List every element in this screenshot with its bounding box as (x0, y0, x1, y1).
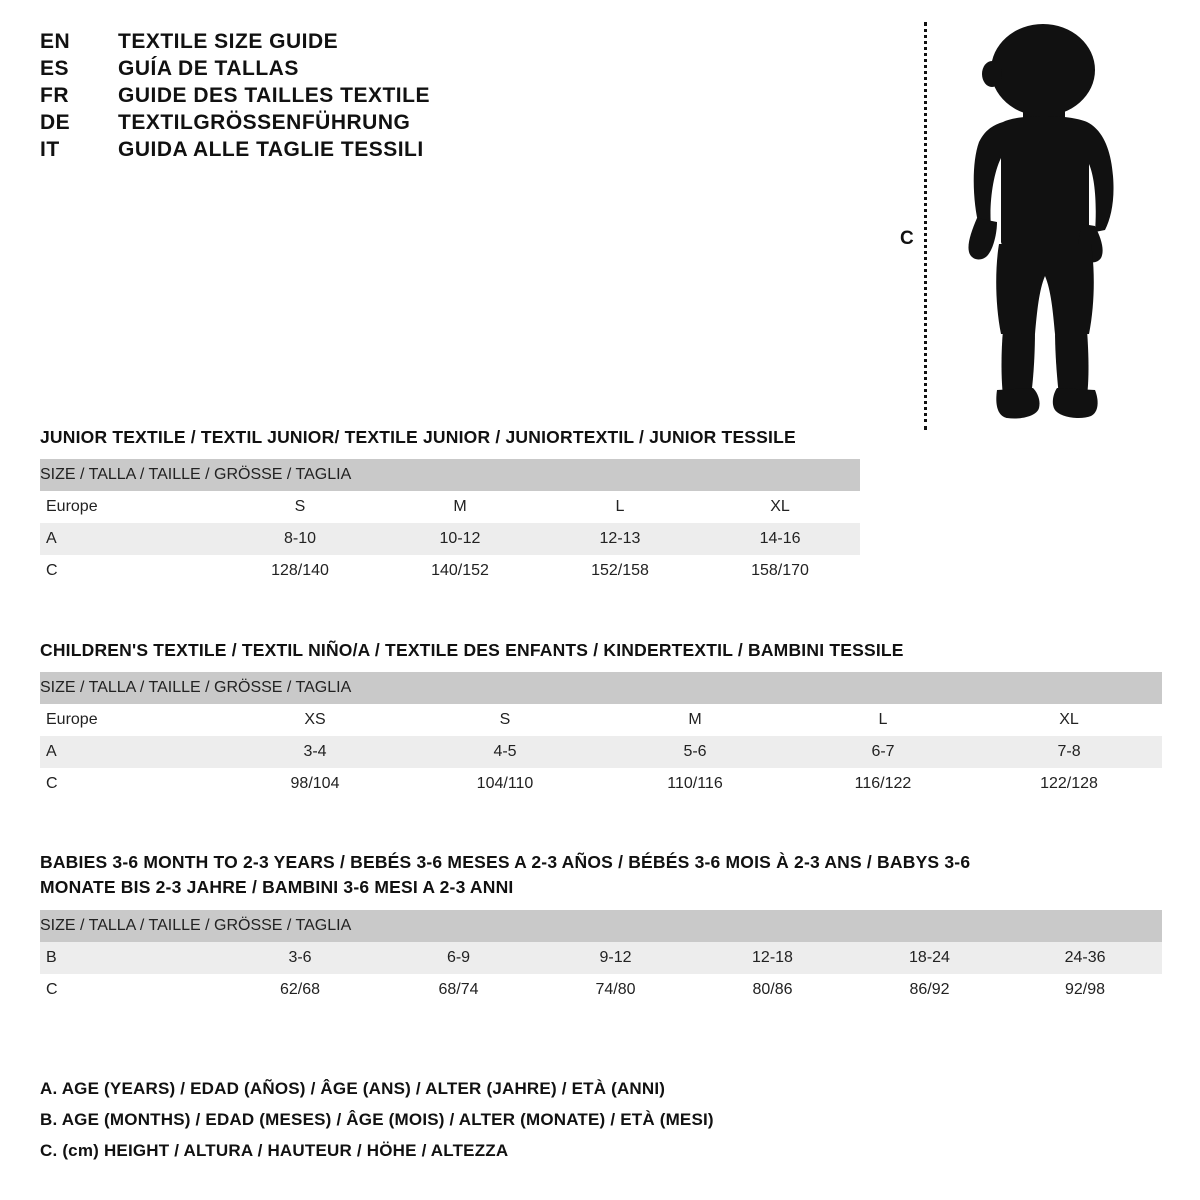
junior-header-label: SIZE / TALLA / TAILLE / GRÖSSE / TAGLIA (40, 459, 860, 491)
cell-value: 152/158 (540, 555, 700, 587)
section-babies-title: BABIES 3-6 MONTH TO 2-3 YEARS / BEBÉS 3-6 MESES A 2-3 AÑOS / BÉBÉS 3-6 MOIS À 2-3 ANS / BABYS 3-6 MONATE BIS 2-3 JAHRE / BAMBINI 3-6 MESI A 2-3 ANNI (40, 852, 971, 898)
title-text-es: GUÍA DE TALLAS (118, 57, 299, 80)
height-dotted-line (924, 22, 927, 430)
cell-value: 122/128 (976, 768, 1162, 800)
language-code-it: IT (40, 138, 60, 161)
table-row (40, 736, 1162, 768)
cell-value: S (410, 704, 600, 736)
section-babies (40, 850, 1162, 1006)
cell-value: 6-9 (380, 942, 537, 974)
cell-value: 104/110 (410, 768, 600, 800)
title-text-en: TEXTILE SIZE GUIDE (118, 30, 339, 53)
table-row (40, 491, 860, 523)
cell-value: XL (976, 704, 1162, 736)
row-label: C (40, 768, 220, 800)
legend-item-c: C. (cm) HEIGHT / ALTURA / HAUTEUR / HÖHE / ALTEZZA (40, 1141, 509, 1160)
table-row (40, 555, 860, 587)
table-header-row (40, 910, 1162, 942)
babies-header-label: SIZE / TALLA / TAILLE / GRÖSSE / TAGLIA (40, 910, 1162, 942)
legend-item-a: A. AGE (YEARS) / EDAD (AÑOS) / ÂGE (ANS) / ALTER (JAHRE) / ETÀ (ANNI) (40, 1079, 666, 1098)
cell-value: 12-18 (694, 942, 851, 974)
row-label: A (40, 523, 220, 555)
table-header-row (40, 459, 860, 491)
row-label: C (40, 555, 220, 587)
table-row (40, 704, 1162, 736)
cell-value: 18-24 (851, 942, 1008, 974)
cell-value: 5-6 (600, 736, 790, 768)
language-code-fr: FR (40, 84, 69, 107)
toddler-silhouette-icon (945, 18, 1145, 430)
cell-value: L (540, 491, 700, 523)
cell-value: 24-36 (1008, 942, 1162, 974)
cell-value: M (600, 704, 790, 736)
height-figure (900, 10, 1150, 430)
cell-value: 98/104 (220, 768, 410, 800)
row-label: A (40, 736, 220, 768)
title-block (40, 30, 740, 165)
cell-value: S (220, 491, 380, 523)
row-label: B (40, 942, 220, 974)
cell-value: 62/68 (220, 974, 380, 1006)
title-text-de: TEXTILGRÖSSENFÜHRUNG (118, 111, 411, 134)
table-header-row (40, 672, 1162, 704)
babies-size-table (40, 910, 1162, 1006)
language-code-en: EN (40, 30, 71, 53)
cell-value: 14-16 (700, 523, 860, 555)
children-size-table (40, 672, 1162, 800)
cell-value: 7-8 (976, 736, 1162, 768)
cell-value: 74/80 (537, 974, 694, 1006)
junior-size-table (40, 459, 860, 587)
cell-value: 80/86 (694, 974, 851, 1006)
section-junior-title: JUNIOR TEXTILE / TEXTIL JUNIOR/ TEXTILE JUNIOR / JUNIORTEXTIL / JUNIOR TESSILE (40, 427, 796, 447)
cell-value: 10-12 (380, 523, 540, 555)
row-label: C (40, 974, 220, 1006)
title-row-it (40, 138, 740, 162)
table-row (40, 523, 860, 555)
cell-value: 9-12 (537, 942, 694, 974)
cell-value: 140/152 (380, 555, 540, 587)
cell-value: 158/170 (700, 555, 860, 587)
cell-value: 4-5 (410, 736, 600, 768)
title-row-de (40, 111, 740, 135)
title-text-fr: GUIDE DES TAILLES TEXTILE (118, 84, 430, 107)
cell-value: L (790, 704, 976, 736)
cell-value: M (380, 491, 540, 523)
cell-value: XL (700, 491, 860, 523)
legend-item-b: B. AGE (MONTHS) / EDAD (MESES) / ÂGE (MOIS) / ALTER (MONATE) / ETÀ (MESI) (40, 1110, 714, 1129)
language-code-de: DE (40, 111, 71, 134)
cell-value: XS (220, 704, 410, 736)
title-row-fr (40, 84, 740, 108)
cell-value: 128/140 (220, 555, 380, 587)
title-row-en (40, 30, 740, 54)
legend-block (40, 1079, 1040, 1172)
cell-value: 8-10 (220, 523, 380, 555)
table-row (40, 974, 1162, 1006)
cell-value: 6-7 (790, 736, 976, 768)
cell-value: 116/122 (790, 768, 976, 800)
section-junior (40, 425, 1162, 587)
figure-height-label: C (900, 228, 914, 249)
title-text-it: GUIDA ALLE TAGLIE TESSILI (118, 138, 424, 161)
table-row (40, 942, 1162, 974)
cell-value: 68/74 (380, 974, 537, 1006)
row-label: Europe (40, 704, 220, 736)
cell-value: 3-6 (220, 942, 380, 974)
section-children-title: CHILDREN'S TEXTILE / TEXTIL NIÑO/A / TEXTILE DES ENFANTS / KINDERTEXTIL / BAMBINI TESSILE (40, 640, 904, 660)
cell-value: 86/92 (851, 974, 1008, 1006)
cell-value: 3-4 (220, 736, 410, 768)
cell-value: 92/98 (1008, 974, 1162, 1006)
cell-value: 12-13 (540, 523, 700, 555)
title-row-es (40, 57, 740, 81)
section-children (40, 638, 1162, 800)
table-row (40, 768, 1162, 800)
cell-value: 110/116 (600, 768, 790, 800)
language-code-es: ES (40, 57, 70, 80)
row-label: Europe (40, 491, 220, 523)
children-header-label: SIZE / TALLA / TAILLE / GRÖSSE / TAGLIA (40, 672, 1162, 704)
